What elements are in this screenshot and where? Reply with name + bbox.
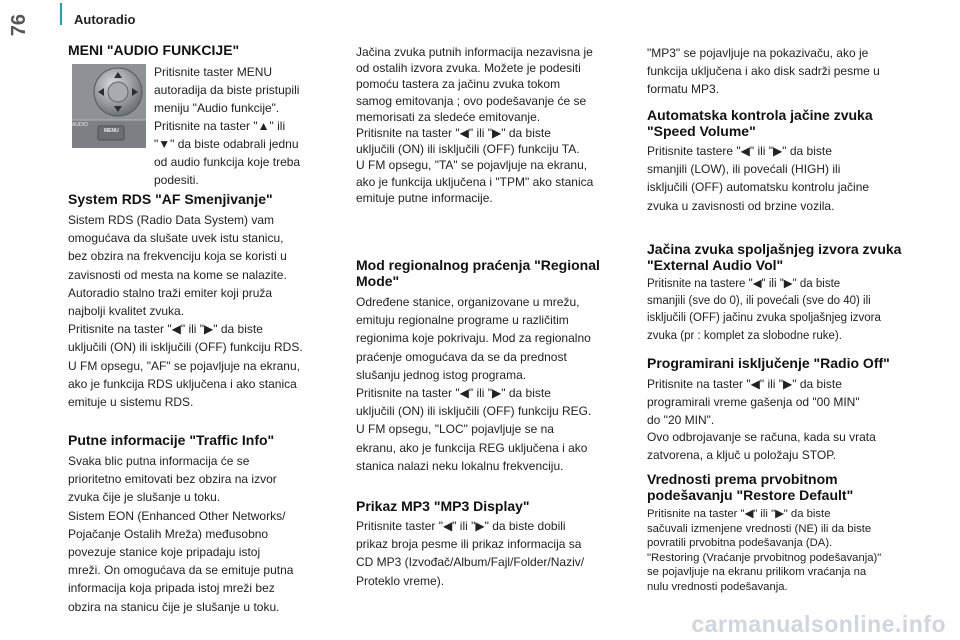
restore-default-title: Vrednosti prema prvobitnom podešavanju "Restore Default" (647, 471, 854, 503)
radio-controls-image (72, 64, 146, 148)
rds-text: Sistem RDS (Radio Data System) vam omogućava da slušate uvek istu stanicu, bez obzira na frekvenciju koja se koristi u zavisnosti od mesta na kome se nalazite. Autoradio stalno traži emiter koji pruža najbolji kvalitet zvuka. Pritisnite na taster "◀" ili "▶" da biste uključili (ON) ili isključili (OFF) funkciju RDS. U FM opsegu, "AF" se pojavljuje na ekranu, ako je funkcija RDS uključena i ako stanica emituje u sistemu RDS. (68, 213, 303, 410)
regional-text: Određene stanice, organizovane u mrežu, emituju regionalne programe u različitim regionima koje pokrivaju. Mod za regionalno praćenje omogućava da se da prednost slušanju jednog istog programa. Pritisnite na taster "◀" ili "▶" da biste uključili (ON) ili isključili (OFF) funkciju REG. U FM opsegu, "LOC" pojavljuje se na ekranu, ako je funkcija REG uključena i ako stanica nalazi neku lokalnu frekvenciju. (356, 295, 592, 473)
radio-controls-illustration (72, 64, 146, 148)
radio-off-text-2: Ovo odbrojavanje se računa, kada su vrata zatvorena, a ključ u položaju STOP. (647, 430, 876, 463)
image-label-menu: MENU (104, 128, 119, 134)
image-label-audio: AUDIO (72, 122, 88, 128)
menu-text: Pritisnite taster MENU autoradija da biste pristupili meniju "Audio funkcije". Pritisnite na taster "▲" ili "▼" da biste odabrali jednu od audio funkcija koje treba podesiti. (154, 65, 301, 187)
mp3-title: Prikaz MP3 "MP3 Display" (356, 498, 530, 514)
speed-volume-title: Automatska kontrola jačine zvuka "Speed Volume" (647, 107, 873, 139)
mp3-text-continued: "MP3" se pojavljuje na pokazivaču, ako je funkcija uključena i ako disk sadrži pesme u formatu MP3. (647, 46, 880, 97)
section-header: Autoradio (74, 12, 136, 27)
external-audio-title: Jačina zvuka spoljašnjeg izvora zvuka "External Audio Vol" (647, 241, 902, 273)
header-accent-bar (60, 3, 62, 25)
traffic-text: Svaka blic putna informacija će se prioritetno emitovati bez obzira na izvor zvuka čije je slušanje u toku. Sistem EON (Enhanced Other Networks/ Pojačanje Ostalih Mreža) međusobno povezuje stanice koje pripadaju istoj mreži. On omogućava da se emituje putna informacija koja pripada istoj mreži bez obzira na stanicu čije je slušanje u toku. (68, 454, 294, 614)
ta-volume-text: Jačina zvuka putnih informacija nezavisna je od ostalih izvora zvuka. Možete je podesiti pomoću tastera za jačinu zvuka tokom samog emitovanja ; ovo podešavanje će se memorisati za sledeće emitovanje. Pritisnite na taster "◀" ili "▶" da biste uključili (ON) ili isključili (OFF) funkciju TA. U FM opsegu, "TA" se pojavljuje na ekranu, ako je funkcija uključena i "TPM" ako stanica emituje putne informacije. (356, 45, 594, 205)
menu-title: MENI "AUDIO FUNKCIJE" (68, 42, 240, 58)
speed-volume-text: Pritisnite tastere "◀" ili "▶" da biste smanjili (LOW), ili povećali (HIGH) ili isključili (OFF) automatsku kontrolu jačine zvuka u zavisnosti od brzine vozila. (647, 144, 870, 213)
watermark: carmanualsonline.info (691, 611, 946, 637)
traffic-title: Putne informacije "Traffic Info" (68, 432, 275, 448)
radio-off-text: Pritisnite na taster "◀" ili "▶" da biste programirali vreme gašenja od "00 MIN" do "20 MIN". (647, 377, 860, 428)
radio-off-title: Programirani isključenje "Radio Off" (647, 355, 890, 371)
rds-title: System RDS "AF Smenjivanje" (68, 191, 273, 207)
mp3-text: Pritisnite taster "◀" ili "▶" da biste dobili prikaz broja pesme ili prikaz informacija sa CD MP3 (Izvođač/Album/Fajl/Folder/Naziv/ Proteklo vreme). (356, 519, 585, 588)
page-number: 76 (8, 14, 30, 37)
regional-title: Mod regionalnog praćenja "Regional Mode" (356, 257, 600, 289)
external-audio-text: Pritisnite na tastere "◀" ili "▶" da biste smanjili (sve do 0), ili povećali (sve do 40) ili isključili (OFF) jačinu zvuka spoljašnjeg izvora zvuka (pr : komplet za slobodne ruke). (647, 278, 881, 342)
restore-default-text: Pritisnite na taster "◀" ili "▶" da biste sačuvali izmenjene vrednosti (NE) ili da biste povratili prvobitna podešavanja (DA). "Restoring (Vraćanje prvobitnog podešavanja)" se pojavljuje na ekranu prilikom vraćanja na nulu vrednosti podešavanja. (647, 508, 882, 593)
